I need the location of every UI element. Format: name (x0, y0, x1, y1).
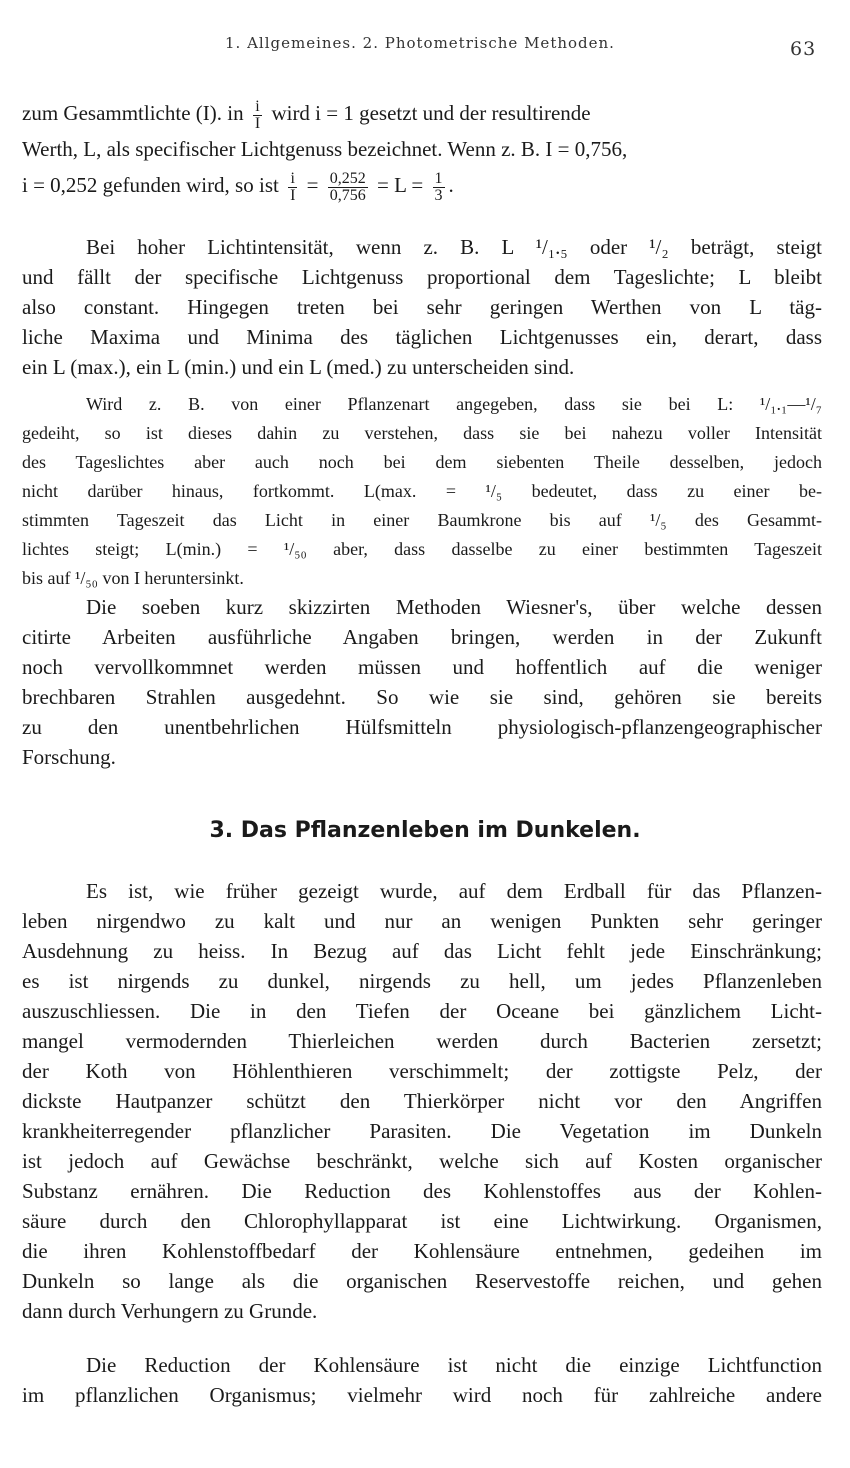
text-line: Bei hoher Lichtintensität, wenn z. B. L ¹/₁.₅ oder ¹/₂ beträgt, steigt (86, 235, 822, 259)
text-line: Die Reduction der Kohlensäure ist nicht die einzige Lichtfunction (86, 1353, 822, 1377)
text-span: wird i = 1 gesetzt und der resultirende (271, 101, 591, 125)
fraction-values (328, 171, 368, 204)
paragraph-continuation (22, 97, 822, 204)
text-span: i = 0,252 gefunden wird, so ist (22, 173, 279, 197)
text-line: Ausdehnung zu heiss. In Bezug auf das Licht fehlt jede Einschränkung; (22, 939, 822, 963)
text-line: Die soeben kurz skizzirten Methoden Wiesner's, über welche dessen (86, 595, 822, 619)
fraction-numerator: i (253, 99, 262, 116)
text-line: also constant. Hingegen treten bei sehr geringen Werthen von L täg- (22, 295, 822, 319)
fraction-numerator: 1 (434, 169, 443, 187)
text-line: auszuschliessen. Die in den Tiefen der Oceane bei gänzlichem Licht- (22, 999, 822, 1023)
text-line: und fällt der specifische Lichtgenuss proportional dem Tageslichte; L bleibt (22, 265, 822, 289)
text-line: säure durch den Chlorophyllapparat ist eine Lichtwirkung. Organismen, (22, 1209, 822, 1233)
equals-sign: = (306, 173, 319, 197)
text-line: nicht darüber hinaus, fortkommt. L(max. = ¹/₅ bedeutet, dass zu einer be- (22, 481, 822, 501)
text-line: noch vervollkommnet werden müssen und hoffentlich auf die weniger (22, 655, 822, 679)
fraction-denominator: 3 (434, 186, 443, 204)
fraction-i-over-I (288, 171, 297, 204)
fraction-numerator: 0,252 (329, 169, 366, 187)
text-line: stimmten Tageszeit das Licht in einer Baumkrone bis auf ¹/₅ des Gesammt- (22, 510, 822, 530)
period: . (448, 173, 454, 197)
section-heading: 3. Das Pflanzenleben im Dunkelen. (209, 818, 641, 843)
text-line: gedeiht, so ist dieses dahin zu verstehen, dass sie bei nahezu voller Intensität (22, 423, 822, 443)
text-line: citirte Arbeiten ausführliche Angaben bringen, werden in der Zukunft (22, 625, 822, 649)
paragraph-darkness (22, 876, 822, 1326)
text-line: Substanz ernähren. Die Reduction des Kohlenstoffes aus der Kohlen- (22, 1179, 822, 1203)
fraction-numerator: i (288, 171, 297, 188)
text-span: zum Gesammtlichte (I). in (22, 101, 244, 125)
running-header (0, 30, 850, 60)
fraction-one-third (433, 171, 445, 204)
text-line: zu den unentbehrlichen Hülfsmitteln physiologisch-pflanzengeographischer (22, 715, 822, 739)
text-line: Forschung. (22, 745, 116, 769)
text-line: ist jedoch auf Gewächse beschränkt, welche sich auf Kosten organischer (22, 1149, 822, 1173)
equals-sign: = L = (377, 173, 424, 197)
text-line (22, 97, 822, 132)
text-line: Es ist, wie früher gezeigt wurde, auf dem Erdball für das Pflanzen- (86, 879, 822, 903)
fraction-denominator: I (254, 114, 261, 132)
text-line: es ist nirgends zu dunkel, nirgends zu hell, um jedes Pflanzenleben (22, 969, 822, 993)
fraction-i-over-I (253, 99, 262, 132)
text-line: Wird z. B. von einer Pflanzenart angegeben, dass sie bei L: ¹/₁.₁—¹/₇ (86, 394, 822, 414)
text-line: lichtes steigt; L(min.) = ¹/₅₀ aber, dass dasselbe zu einer bestimmten Tageszeit (22, 539, 822, 559)
text-line: dickste Hautpanzer schützt den Thierkörper nicht vor den Angriffen (22, 1089, 822, 1113)
text-line: der Koth von Höhlenthieren verschimmelt; der zottigste Pelz, der (22, 1059, 822, 1083)
text-line: bis auf ¹/₅₀ von I heruntersinkt. (22, 568, 244, 588)
paragraph-small-print (22, 390, 822, 593)
text-line: im pflanzlichen Organismus; vielmehr wird noch für zahlreiche andere (22, 1383, 822, 1407)
text-line: Dunkeln so lange als die organischen Reservestoffe reichen, und gehen (22, 1269, 822, 1293)
text-line: krankheiterregender pflanzlicher Parasiten. Die Vegetation im Dunkeln (22, 1119, 822, 1143)
text-line: brechbaren Strahlen ausgedehnt. So wie sie sind, gehören sie bereits (22, 685, 822, 709)
running-title: 1. Allgemeines. 2. Photometrische Methoden. (225, 34, 615, 52)
text-line: mangel vermodernden Thierleichen werden durch Bacterien zersetzt; (22, 1029, 822, 1053)
paragraph-methods-wiesner (22, 592, 822, 772)
fraction-denominator: I (290, 186, 296, 204)
paragraph-light-intensity (22, 232, 822, 382)
text-line: die ihren Kohlenstoffbedarf der Kohlensäure entnehmen, gedeihen im (22, 1239, 822, 1263)
text-line: dann durch Verhungern zu Grunde. (22, 1299, 318, 1323)
text-line: liche Maxima und Minima des täglichen Lichtgenusses ein, derart, dass (22, 325, 822, 349)
fraction-denominator: 0,756 (329, 186, 366, 204)
text-line: leben nirgendwo zu kalt und nur an wenigen Punkten sehr geringer (22, 909, 822, 933)
paragraph-light-function (22, 1350, 822, 1410)
text-line: Werth, L, als specifischer Lichtgenuss bezeichnet. Wenn z. B. I = 0,756, (22, 137, 628, 161)
text-line: des Tageslichtes aber auch noch bei dem siebenten Theile desselben, jedoch (22, 452, 822, 472)
formula-line (22, 169, 822, 204)
page-number: 63 (790, 38, 817, 60)
text-line: ein L (max.), ein L (min.) und ein L (med.) zu unterscheiden sind. (22, 355, 575, 379)
